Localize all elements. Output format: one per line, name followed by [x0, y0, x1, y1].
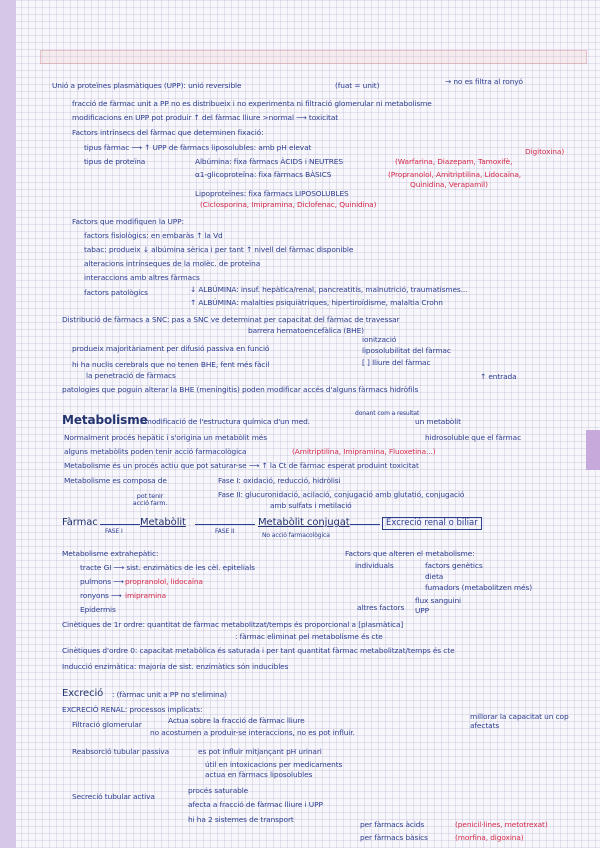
- excr-secr4b: (penicil·lines, metotrexat): [455, 820, 548, 829]
- excr-secr2: afecta a fracció de fàrmac lliure i UPP: [188, 800, 323, 809]
- metab-line1: Normalment procés hepàtic i s'origina un metabòlit més: [64, 433, 267, 442]
- metab-pulmons-b: propranolol, lidocaïna: [125, 577, 203, 586]
- metab-cin0: Cinètiques d'ordre 0: capacitat metabòlica és saturada i per tant quantitat fàrmac metabolitzat/temps és cte: [62, 646, 455, 655]
- snc-line6: patologies que poguin alterar la BHE (meningitis) poden modificar accés d'alguns fàrmacs hidròfils: [62, 385, 419, 394]
- upp-line4: tipus fàrmac ⟶ ↑ UPP de fàrmacs liposolubles: amb pH elevat: [84, 143, 312, 152]
- snc-line5: la penetració de fàrmacs: [86, 371, 176, 380]
- metab-ind3: fumadors (metabolitzen més): [425, 583, 532, 592]
- metab-cin1b: : fàrmac eliminat pel metabolisme és cte: [235, 632, 383, 641]
- excr-reabs1: es pot influir mitjançant pH urinari: [198, 747, 322, 756]
- upp-line9: Factors que modifiquen la UPP:: [72, 217, 184, 226]
- excr-filtr: Filtració glomerular: [72, 720, 142, 729]
- metab-def-over: donant com a resultat: [355, 410, 420, 417]
- snc-line1: Distribució de fàrmacs a SNC: pas a SNC ve determinat per capacitat del fàrmac de travessar: [62, 315, 400, 324]
- metab-fase2b: amb sulfats i metilació: [270, 501, 352, 510]
- snc-line2: barrera hematoencefàlica (BHE): [248, 326, 364, 335]
- excr-secr5b: (morfina, digoxina): [455, 833, 524, 842]
- upp-line8: (Ciclosporina, Imipramina, Diclofenac, Quinidina): [200, 200, 377, 209]
- metab-induccio: Inducció enzimàtica: majoria de sist. enzimàtics són inducibles: [62, 662, 289, 671]
- excr-filtr1: Actua sobre la fracció de fàrmac lliure: [168, 716, 305, 725]
- excr-title: Excreció: [62, 688, 104, 699]
- upp-line5d: Digitoxina): [525, 147, 565, 156]
- snc-line3: produeix majoritàriament per difusió passiva en funció: [72, 344, 270, 353]
- metab-line2a: alguns metabòlits poden tenir acció farmacològica: [64, 447, 247, 456]
- flow-no-accio: No acció farmacològica: [262, 532, 330, 539]
- upp-title-note: (fuat = unit): [335, 81, 380, 90]
- upp-line5b: Albúmina: fixa fàrmacs ÀCIDS i NEUTRES: [195, 157, 343, 166]
- upp-line5c: (Warfarina, Diazepam, Tamoxifè,: [395, 157, 513, 166]
- flow-fase2-label: FASE II: [215, 528, 235, 535]
- metab-ronyons-a: ronyons ⟶: [80, 591, 122, 600]
- excr-secr4a: per fàrmacs àcids: [360, 820, 425, 829]
- snc-line4b: [ ] lliure del fàrmac: [362, 358, 431, 367]
- upp-line14a: factors patològics: [84, 288, 148, 297]
- metab-ind2: dieta: [425, 572, 444, 581]
- excr-secr1: procés saturable: [188, 786, 249, 795]
- upp-line6a: α1-glicoproteïna: fixa fàrmacs BÀSICS: [195, 170, 332, 179]
- metab-alt2: UPP: [415, 606, 430, 615]
- excr-filtr2: no acostumen a produir-se interaccions, no es pot influir.: [150, 728, 355, 737]
- upp-line10: factors fisiològics: en embaràs ↑ la Vd: [84, 231, 223, 240]
- flow-arrow-2: [195, 524, 255, 525]
- upp-line6b: (Propranolol, Amitriptilina, Lidocaïna,: [388, 170, 522, 179]
- upp-corner-note: → no es filtra al ronyó: [445, 77, 523, 86]
- flow-arrow-3: [350, 524, 380, 525]
- upp-line14b: ↓ ALBÚMINA: insuf. hepàtica/renal, pancreatitis, malnutrició, traumatismes...: [190, 285, 468, 294]
- excr-reabs: Reabsorció tubular passiva: [72, 747, 170, 756]
- excr-renal: EXCRECIÓ RENAL: processos implicats:: [62, 705, 203, 714]
- metab-alt1: flux sanguini: [415, 596, 461, 605]
- page-edge-tab: [586, 430, 600, 470]
- metab-pulmons-a: pulmons ⟶: [80, 577, 124, 586]
- upp-line5a: tipus de proteïna: [84, 157, 146, 166]
- metab-line2b: (Amitriptilina, Imipramina, Fluoxetina...): [292, 447, 436, 456]
- snc-line4: hi ha nuclis cerebrals que no tenen BHE, fent més fàcil: [72, 360, 270, 369]
- flow-fase1-label: FASE I: [105, 528, 123, 535]
- snc-line6a: ↑ entrada: [480, 372, 517, 381]
- excr-secr: Secreció tubular activa: [72, 792, 155, 801]
- flow-excrecio-box: Excreció renal o biliar: [382, 517, 482, 530]
- metab-tracte: tracte GI ⟶ sist. enzimàtics de les cèl. epitelials: [80, 563, 255, 572]
- snc-line3c: liposolubilitat del fàrmac: [362, 346, 451, 355]
- metab-title: Metabolisme: [62, 413, 148, 427]
- excr-secr5a: per fàrmacs bàsics: [360, 833, 428, 842]
- metab-ind1: factors genètics: [425, 561, 483, 570]
- upp-line15: ↑ ALBÚMINA: malalties psiquiàtriques, hipertiroïdisme, malaltia Crohn: [190, 298, 443, 307]
- excr-renal-note: millorar la capacitat un cop afectats: [470, 712, 569, 730]
- metab-ronyons-b: imipramina: [125, 591, 167, 600]
- upp-line6c: Quinidina, Verapamil): [410, 180, 488, 189]
- upp-line7: Lipoproteïnes: fixa fàrmacs LIPOSOLUBLES: [195, 189, 349, 198]
- excr-reabs2: útil en intoxicacions per medicaments: [205, 760, 343, 769]
- metab-pot-tenir: pot tenir acció farm.: [132, 492, 168, 507]
- metab-extrahep: Metabolisme extrahepàtic:: [62, 549, 159, 558]
- metab-def: : modificació de l'estructura química d'un med.: [140, 417, 310, 426]
- header-band: [40, 50, 587, 64]
- upp-line12: alteracions intrínseques de la molèc. de proteïna: [84, 259, 261, 268]
- page-margin-strip: [0, 0, 16, 848]
- metab-altres: altres factors: [357, 603, 405, 612]
- metab-individuals: individuals: [355, 561, 394, 570]
- excr-reabs3: actua en fàrmacs liposolubles: [205, 770, 313, 779]
- metab-fase2: Fase II: glucuronidació, acilació, conjugació amb glutatió, conjugació: [218, 490, 465, 499]
- upp-line2: modificacions en UPP pot produir ↑ del fàrmac lliure >normal ⟶ toxicitat: [72, 113, 339, 122]
- metab-factors-title: Factors que alteren el metabolisme:: [345, 549, 475, 558]
- metab-line3: Metabolisme és un procés actiu que pot saturar-se ⟶ ↑ la Ct de fàrmac esperat produint toxicitat: [64, 461, 419, 470]
- snc-line3b: ionització: [362, 335, 397, 344]
- metab-epidermis: Epidermis: [80, 605, 116, 614]
- upp-line11: tabac: produeix ↓ albúmina sèrica i per tant ↑ nivell del fàrmac disponible: [84, 245, 354, 254]
- upp-line13: interaccions amb altres fàrmacs: [84, 273, 200, 282]
- metab-def-end: un metabòlit: [415, 417, 461, 426]
- flow-metabolit: Metabòlit: [140, 517, 186, 528]
- flow-metabolit-conjugat: Metabòlit conjugat: [258, 517, 350, 528]
- metab-fase1: Fase I: oxidació, reducció, hidròlisi: [218, 476, 341, 485]
- flow-farmac: Fàrmac: [62, 517, 98, 528]
- flow-arrow-1: [100, 524, 140, 525]
- upp-line1: fracció de fàrmac unit a PP no es distribueix i no experimenta ni filtració glomerular ni metabolisme: [72, 99, 432, 108]
- excr-title-note: : (fàrmac unit a PP no s'elimina): [112, 690, 227, 699]
- metab-cin1: Cinètiques de 1r ordre: quantitat de fàrmac metabolitzat/temps és proporcional a [plasmàtica]: [62, 620, 404, 629]
- metab-line1b: hidrosoluble que el fàrmac: [425, 433, 522, 442]
- excr-secr3: hi ha 2 sistemes de transport: [188, 815, 294, 824]
- upp-title: Unió a proteïnes plasmàtiques (UPP): unió reversible: [52, 81, 242, 90]
- upp-line3: Factors intrínsecs del fàrmac que determinen fixació:: [72, 128, 264, 137]
- metab-line4a: Metabolisme es composa de: [64, 476, 167, 485]
